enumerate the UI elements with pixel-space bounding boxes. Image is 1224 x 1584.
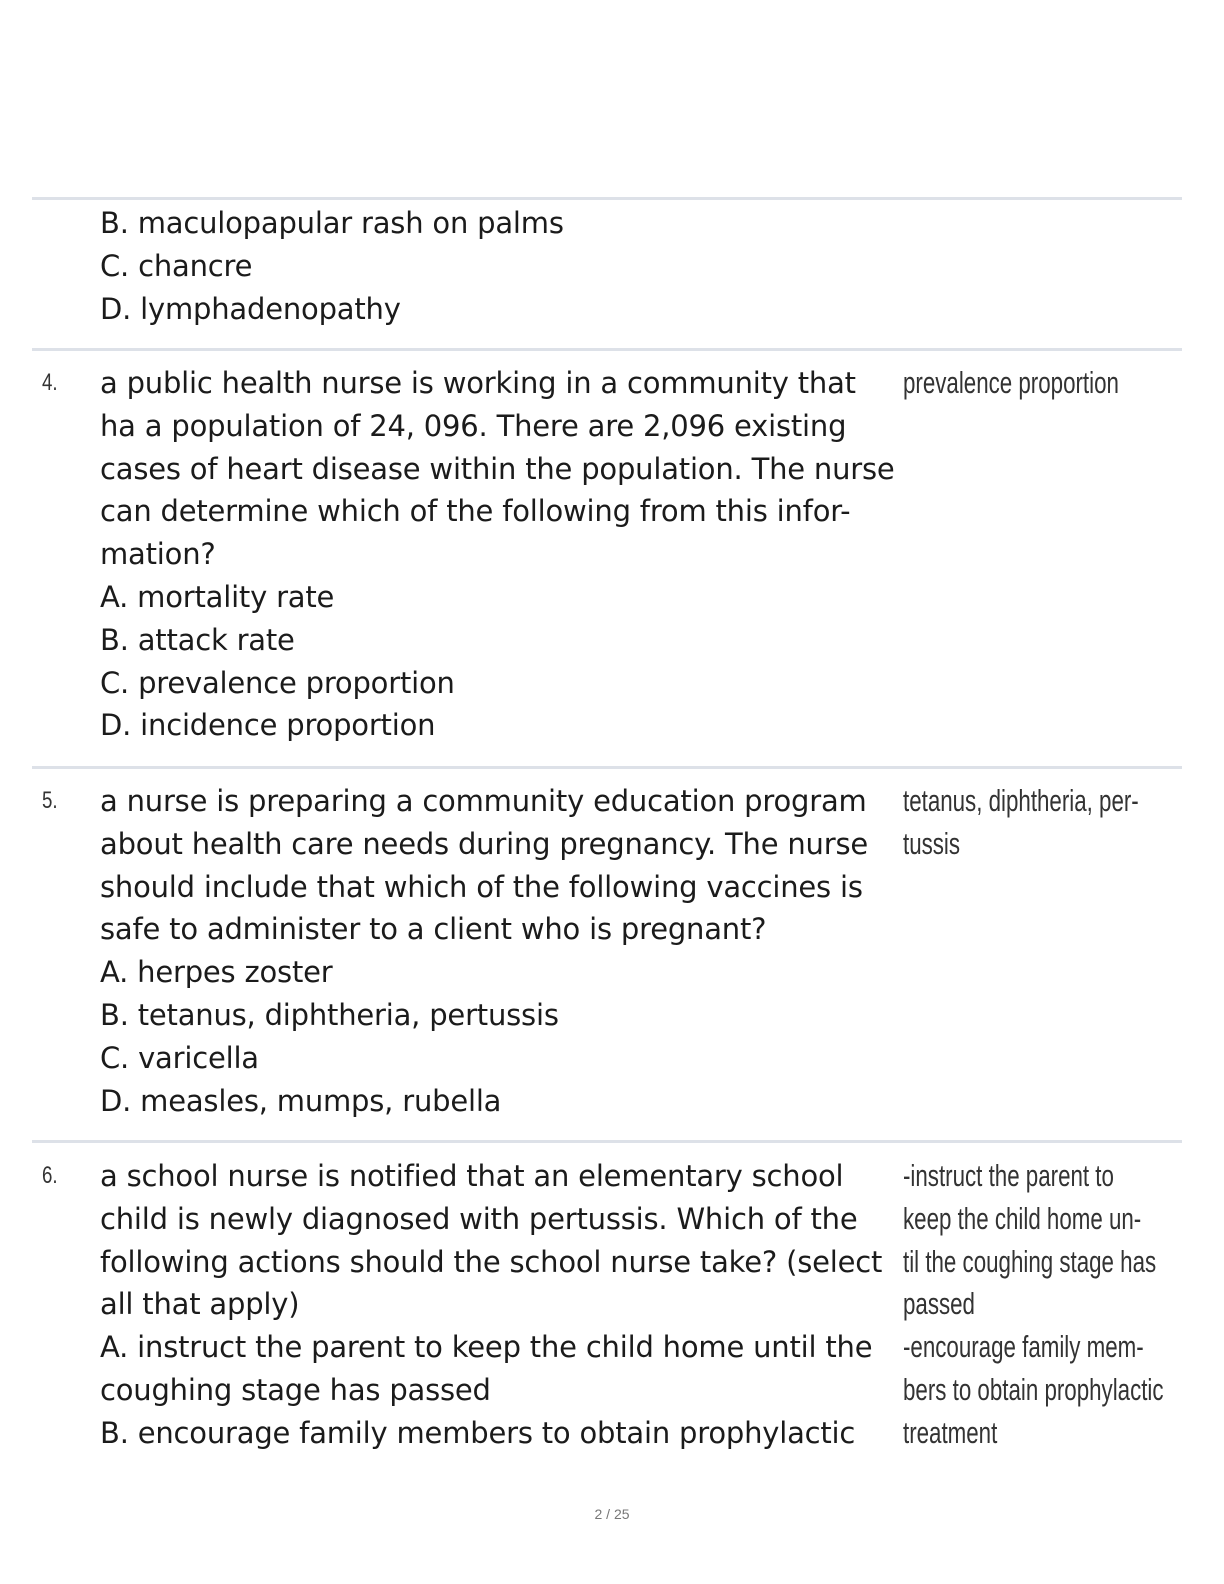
question-line: should include that which of the following vaccines is [100,869,863,904]
question-line: child is newly diagnosed with pertussis. Which of the [100,1201,858,1236]
question-line: safe to administer to a client who is pregnant? [100,912,767,947]
question-line: a public health nurse is working in a community that [100,366,856,400]
question-number: 6. [42,1162,58,1189]
question-line: ha a population of 24, 096. There are 2,096 existing [100,408,847,443]
option-line: B. encourage family members to obtain prophylactic [100,1415,856,1450]
question-line: mation? [100,537,216,572]
answer-text [903,1155,1164,1455]
question-text [100,362,900,747]
question-text [100,780,900,1122]
question-line: following actions should the school nurse take? (select [100,1244,883,1279]
question-line: all that apply) [100,1287,300,1322]
option-line: C. chancre [100,248,253,283]
question-number: 5. [42,787,58,814]
question-line: a school nurse is notified that an elementary school [100,1159,844,1193]
answer-line: til the coughing stage has [903,1243,1157,1279]
option-line: coughing stage has passed [100,1372,491,1407]
answer-line: tussis [903,825,961,861]
answer-line: treatment [903,1414,998,1450]
question-line: cases of heart disease within the population. The nurse [100,451,895,486]
option-line: A. instruct the parent to keep the child home until the [100,1330,873,1365]
option-line: B. tetanus, diphtheria, pertussis [100,997,559,1032]
answer-line: tetanus, diphtheria, per- [903,783,1139,818]
option-line: C. varicella [100,1040,259,1075]
answer-text [903,362,1141,405]
question-text [100,1155,900,1455]
answer-line: keep the child home un- [903,1200,1142,1236]
answer-line: bers to obtain prophylactic [903,1371,1164,1407]
answer-line: -encourage family mem- [903,1329,1144,1365]
question-line: about health care needs during pregnancy. The nurse [100,826,869,861]
option-line: A. herpes zoster [100,955,333,990]
option-line: C. prevalence proportion [100,665,455,700]
answer-text [903,780,1141,866]
option-line: B. attack rate [100,622,295,657]
option-line: B. maculopapular rash on palms [100,206,564,240]
option-line: D. incidence proportion [100,708,436,743]
option-line: A. mortality rate [100,579,335,614]
row-divider [32,348,1182,351]
option-line: D. lymphadenopathy [100,291,401,326]
row-divider [32,197,1182,200]
row-divider [32,1140,1182,1143]
question-line: a nurse is preparing a community education program [100,784,867,818]
row-divider [32,766,1182,769]
page-indicator: 2 / 25 [594,1506,630,1522]
answer-line: -instruct the parent to [903,1158,1114,1193]
question-3-options [100,202,900,330]
option-line: D. measles, mumps, rubella [100,1083,502,1118]
question-number: 4. [42,369,58,396]
question-line: can determine which of the following from this infor- [100,494,851,529]
answer-line: prevalence proportion [903,365,1119,400]
answer-line: passed [903,1286,975,1322]
